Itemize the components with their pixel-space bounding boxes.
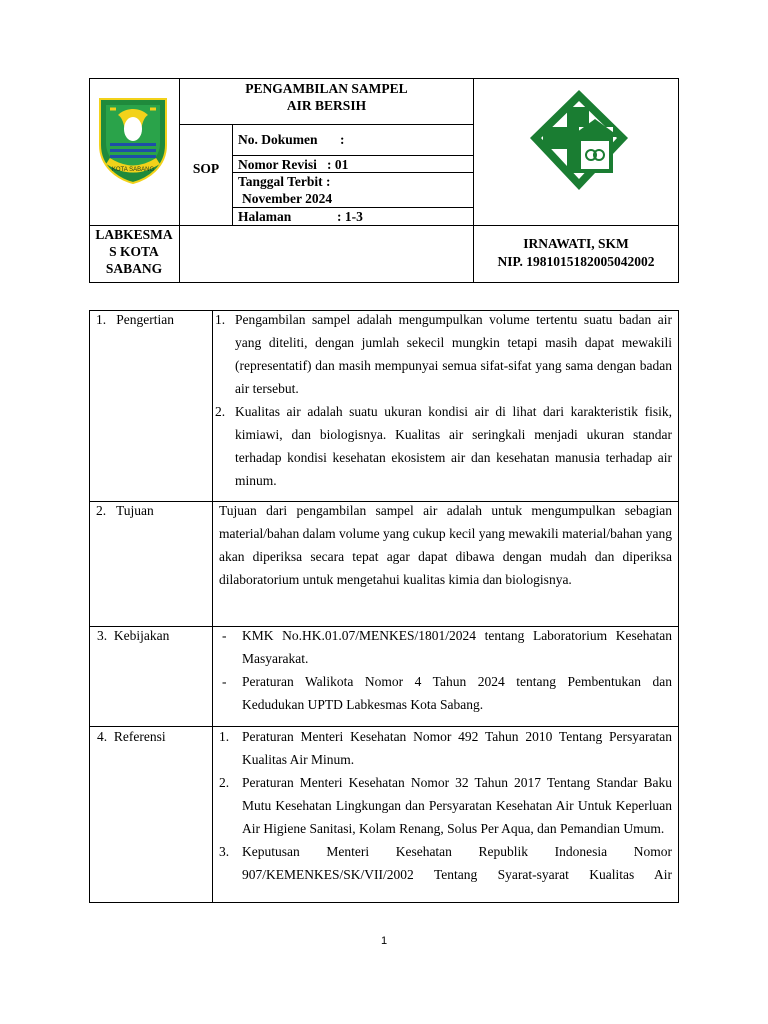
list-text: Kualitas air adalah suatu ukuran kondisi air di lihat dari karakteristik fisik, kimiawi, dan biologisnya. Kualitas air seringkali menjadi ukuran standar terhadap kondisi kesehatan ekosistem air dan kesehatan manusia terhadap air minum. [235, 404, 672, 488]
doc-title [180, 80, 473, 114]
kemenkes-logo [527, 87, 631, 193]
list-number: 3. [219, 844, 230, 859]
row-content-tujuan: Tujuan dari pengambilan sampel air adalah untuk mengumpulkan sebagian material/bahan dalam volume yang cukup kecil yang mewakili material/bahan yang akan diperiksa secara tepat agar dapat dibawa dengan mudah dan diperiksa dilaboratorium untuk mengetahui kualitas kimia dan biologisnya. [219, 503, 672, 587]
list-text: Keputusan Menteri Kesehatan Republik Indonesia Nomor 907/KEMENKES/SK/VII/2002 Tentang Syarat-syarat Kualitas Air [242, 844, 672, 882]
no-dokumen-colon: : [340, 132, 345, 147]
signer-nip: NIP. 1981015182005042002 [497, 254, 655, 269]
row-label-pengertian: 1. Pengertian [96, 312, 174, 327]
list-text: Peraturan Menteri Kesehatan Nomor 492 Tahun 2010 Tentang Persyaratan Kualitas Air Minum. [242, 729, 672, 767]
list-item [219, 840, 672, 886]
list-item [222, 670, 672, 716]
list-item [222, 624, 672, 670]
list-item [215, 308, 672, 400]
org-name [89, 226, 179, 277]
row-label-kebijakan: 3. Kebijakan [97, 628, 170, 643]
list-number: 2. [219, 775, 230, 790]
list-item [219, 725, 672, 771]
halaman-label: Halaman [238, 209, 292, 224]
tanggal-terbit-label: Tanggal Terbit : [238, 174, 331, 189]
list-number: 2. [215, 404, 226, 419]
list-text: Peraturan Walikota Nomor 4 Tahun 2024 tentang Pembentukan dan Kedudukan UPTD Labkesmas Kota Sabang. [242, 674, 672, 712]
row-content-referensi [219, 725, 672, 901]
list-text: Peraturan Menteri Kesehatan Nomor 32 Tahun 2017 Tentang Standar Baku Mutu Kesehatan Lingkungan dan Persyaratan Kesehatan Air Untuk Keperluan Air Higiene Sanitasi, Kolam Renang, Solus Per Aqua, dan Pemandian Umum. [242, 775, 672, 836]
no-dokumen-label: No. Dokumen [238, 132, 318, 147]
list-text: Pengambilan sampel adalah mengumpulkan volume tertentu suatu badan air yang diteliti, dengan jumlah sekecil mungkin tetapi masih dapat mewakili (representatif) dan masih mempunyai semua sifat-sifat yang sama dengan badan air tersebut. [235, 312, 672, 396]
row-content-kebijakan [222, 624, 672, 716]
title-line-1: PENGAMBILAN SAMPEL [245, 81, 408, 96]
title-line-2: AIR BERSIH [286, 98, 367, 113]
list-bullet: - [222, 674, 227, 689]
sop-label: SOP [192, 161, 220, 176]
halaman-value: : 1-3 [337, 209, 363, 224]
tanggal-terbit-value: November 2024 [242, 191, 333, 206]
org-line-1: LABKESMA [95, 227, 173, 242]
list-item [219, 771, 672, 840]
list-text: KMK No.HK.01.07/MENKES/1801/2024 tentang Laboratorium Kesehatan Masyarakat. [242, 628, 672, 666]
row-content-pengertian [215, 308, 672, 492]
row-label-tujuan: 2. Tujuan [96, 503, 154, 518]
row-label-referensi: 4. Referensi [97, 729, 166, 744]
list-item [215, 400, 672, 492]
org-line-3: SABANG [105, 261, 163, 276]
list-number: 1. [219, 729, 230, 744]
kota-sabang-logo [96, 95, 170, 185]
org-line-2: S KOTA [109, 244, 159, 259]
logo-text: KOTA SABANG [111, 167, 155, 173]
list-number: 1. [215, 312, 226, 327]
signer-name: IRNAWATI, SKM [523, 236, 629, 251]
page-number: 1 [380, 935, 388, 947]
list-bullet: - [222, 628, 227, 643]
nomor-revisi: Nomor Revisi : 01 [238, 157, 349, 172]
